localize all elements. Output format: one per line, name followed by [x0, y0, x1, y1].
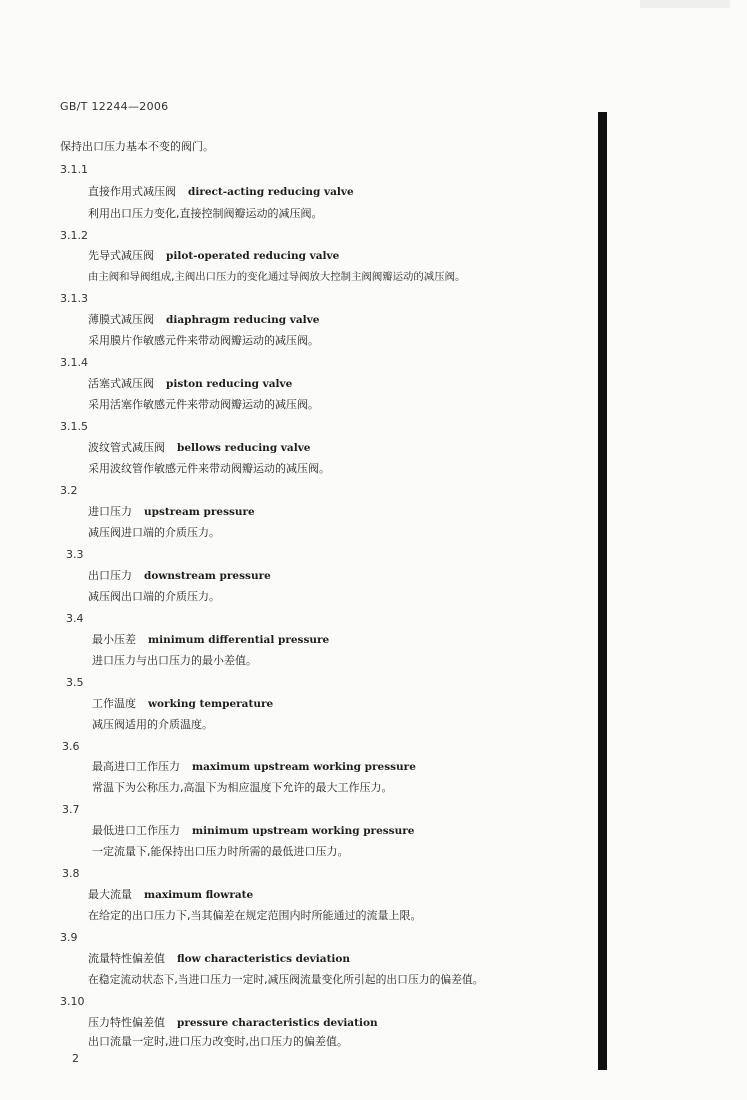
term-zh: 波纹管式减压阀 [88, 441, 165, 454]
term-zh: 出口压力 [88, 569, 132, 582]
term-en: direct-acting reducing valve [188, 186, 354, 198]
entry-definition: 采用波纹管作敏感元件来带动阀瓣运动的减压阀。 [88, 462, 330, 475]
term-en: bellows reducing valve [177, 442, 311, 454]
entry-definition: 减压阀进口端的介质压力。 [88, 526, 220, 539]
entry-definition: 减压阀适用的介质温度。 [92, 718, 213, 731]
entry-number: 3.6 [62, 740, 80, 753]
entry-number: 3.9 [60, 931, 78, 944]
term-en: flow characteristics deviation [177, 953, 351, 965]
term-en: working temperature [148, 698, 274, 710]
entry-term [88, 1016, 378, 1030]
entry-term [92, 697, 273, 711]
entry-number: 3.8 [62, 867, 80, 880]
entry-number: 3.1.5 [60, 420, 88, 433]
entry-term [88, 569, 271, 583]
scan-mark [640, 0, 730, 8]
entry-definition: 在稳定流动状态下,当进口压力一定时,减压阀流量变化所引起的出口压力的偏差值。 [88, 973, 484, 986]
term-en: pilot-operated reducing valve [166, 250, 340, 262]
term-zh: 最高进口工作压力 [92, 760, 180, 773]
entry-number: 3.10 [60, 995, 85, 1008]
term-zh: 工作温度 [92, 697, 136, 710]
entry-term [88, 888, 253, 902]
entry-term [88, 505, 255, 519]
term-en: upstream pressure [144, 506, 255, 518]
term-en: pressure characteristics deviation [177, 1017, 378, 1029]
term-zh: 最低进口工作压力 [92, 824, 180, 837]
entry-definition: 一定流量下,能保持出口压力时所需的最低进口压力。 [92, 845, 349, 858]
entry-term [88, 377, 292, 391]
entry-number: 3.5 [66, 676, 84, 689]
entry-term [88, 441, 311, 455]
entry-term [88, 313, 319, 327]
page-number: 2 [72, 1052, 79, 1065]
term-zh: 最小压差 [92, 633, 136, 646]
entry-number: 3.3 [66, 548, 84, 561]
entry-number: 3.1.4 [60, 356, 88, 369]
entry-term [92, 824, 414, 838]
term-en: downstream pressure [144, 570, 271, 582]
term-en: maximum flowrate [144, 889, 254, 901]
entry-term [88, 185, 354, 199]
entry-definition: 出口流量一定时,进口压力改变时,出口压力的偏差值。 [88, 1035, 348, 1048]
term-zh: 压力特性偏差值 [88, 1016, 165, 1029]
term-en: minimum upstream working pressure [192, 825, 415, 837]
entry-definition: 利用出口压力变化,直接控制阀瓣运动的减压阀。 [88, 207, 323, 220]
entry-term [88, 952, 350, 966]
entry-number: 3.1.1 [60, 163, 88, 176]
term-en: maximum upstream working pressure [192, 761, 416, 773]
scan-edge-bar [598, 112, 607, 1070]
entry-definition: 减压阀出口端的介质压力。 [88, 590, 220, 603]
entry-number: 3.1.3 [60, 292, 88, 305]
term-zh: 薄膜式减压阀 [88, 313, 154, 326]
entry-number: 3.1.2 [60, 229, 88, 242]
term-zh: 最大流量 [88, 888, 132, 901]
term-zh: 直接作用式减压阀 [88, 185, 176, 198]
term-en: piston reducing valve [166, 378, 293, 390]
entry-definition: 在给定的出口压力下,当其偏差在规定范围内时所能通过的流量上限。 [88, 909, 422, 922]
entry-definition: 采用膜片作敏感元件来带动阀瓣运动的减压阀。 [88, 334, 319, 347]
term-zh: 流量特性偏差值 [88, 952, 165, 965]
entry-number: 3.4 [66, 612, 84, 625]
term-zh: 活塞式减压阀 [88, 377, 154, 390]
entry-number: 3.2 [60, 484, 78, 497]
term-zh: 先导式减压阀 [88, 249, 154, 262]
term-en: minimum differential pressure [148, 634, 330, 646]
entry-number: 3.7 [62, 803, 80, 816]
entry-term [92, 760, 416, 774]
entry-term [92, 633, 329, 647]
entry-definition: 由主阀和导阀组成,主阀出口压力的变化通过导阀放大控制主阀阀瓣运动的减压阀。 [88, 271, 466, 283]
term-zh: 进口压力 [88, 505, 132, 518]
entry-definition: 进口压力与出口压力的最小差值。 [92, 654, 257, 667]
entry-term [88, 249, 339, 263]
entry-definition: 常温下为公称压力,高温下为相应温度下允许的最大工作压力。 [92, 781, 393, 794]
intro-line: 保持出口压力基本不变的阀门。 [60, 140, 214, 153]
standard-code-header: GB/T 12244—2006 [60, 100, 169, 113]
term-en: diaphragm reducing valve [166, 314, 320, 326]
entry-definition: 采用活塞作敏感元件来带动阀瓣运动的减压阀。 [88, 398, 319, 411]
